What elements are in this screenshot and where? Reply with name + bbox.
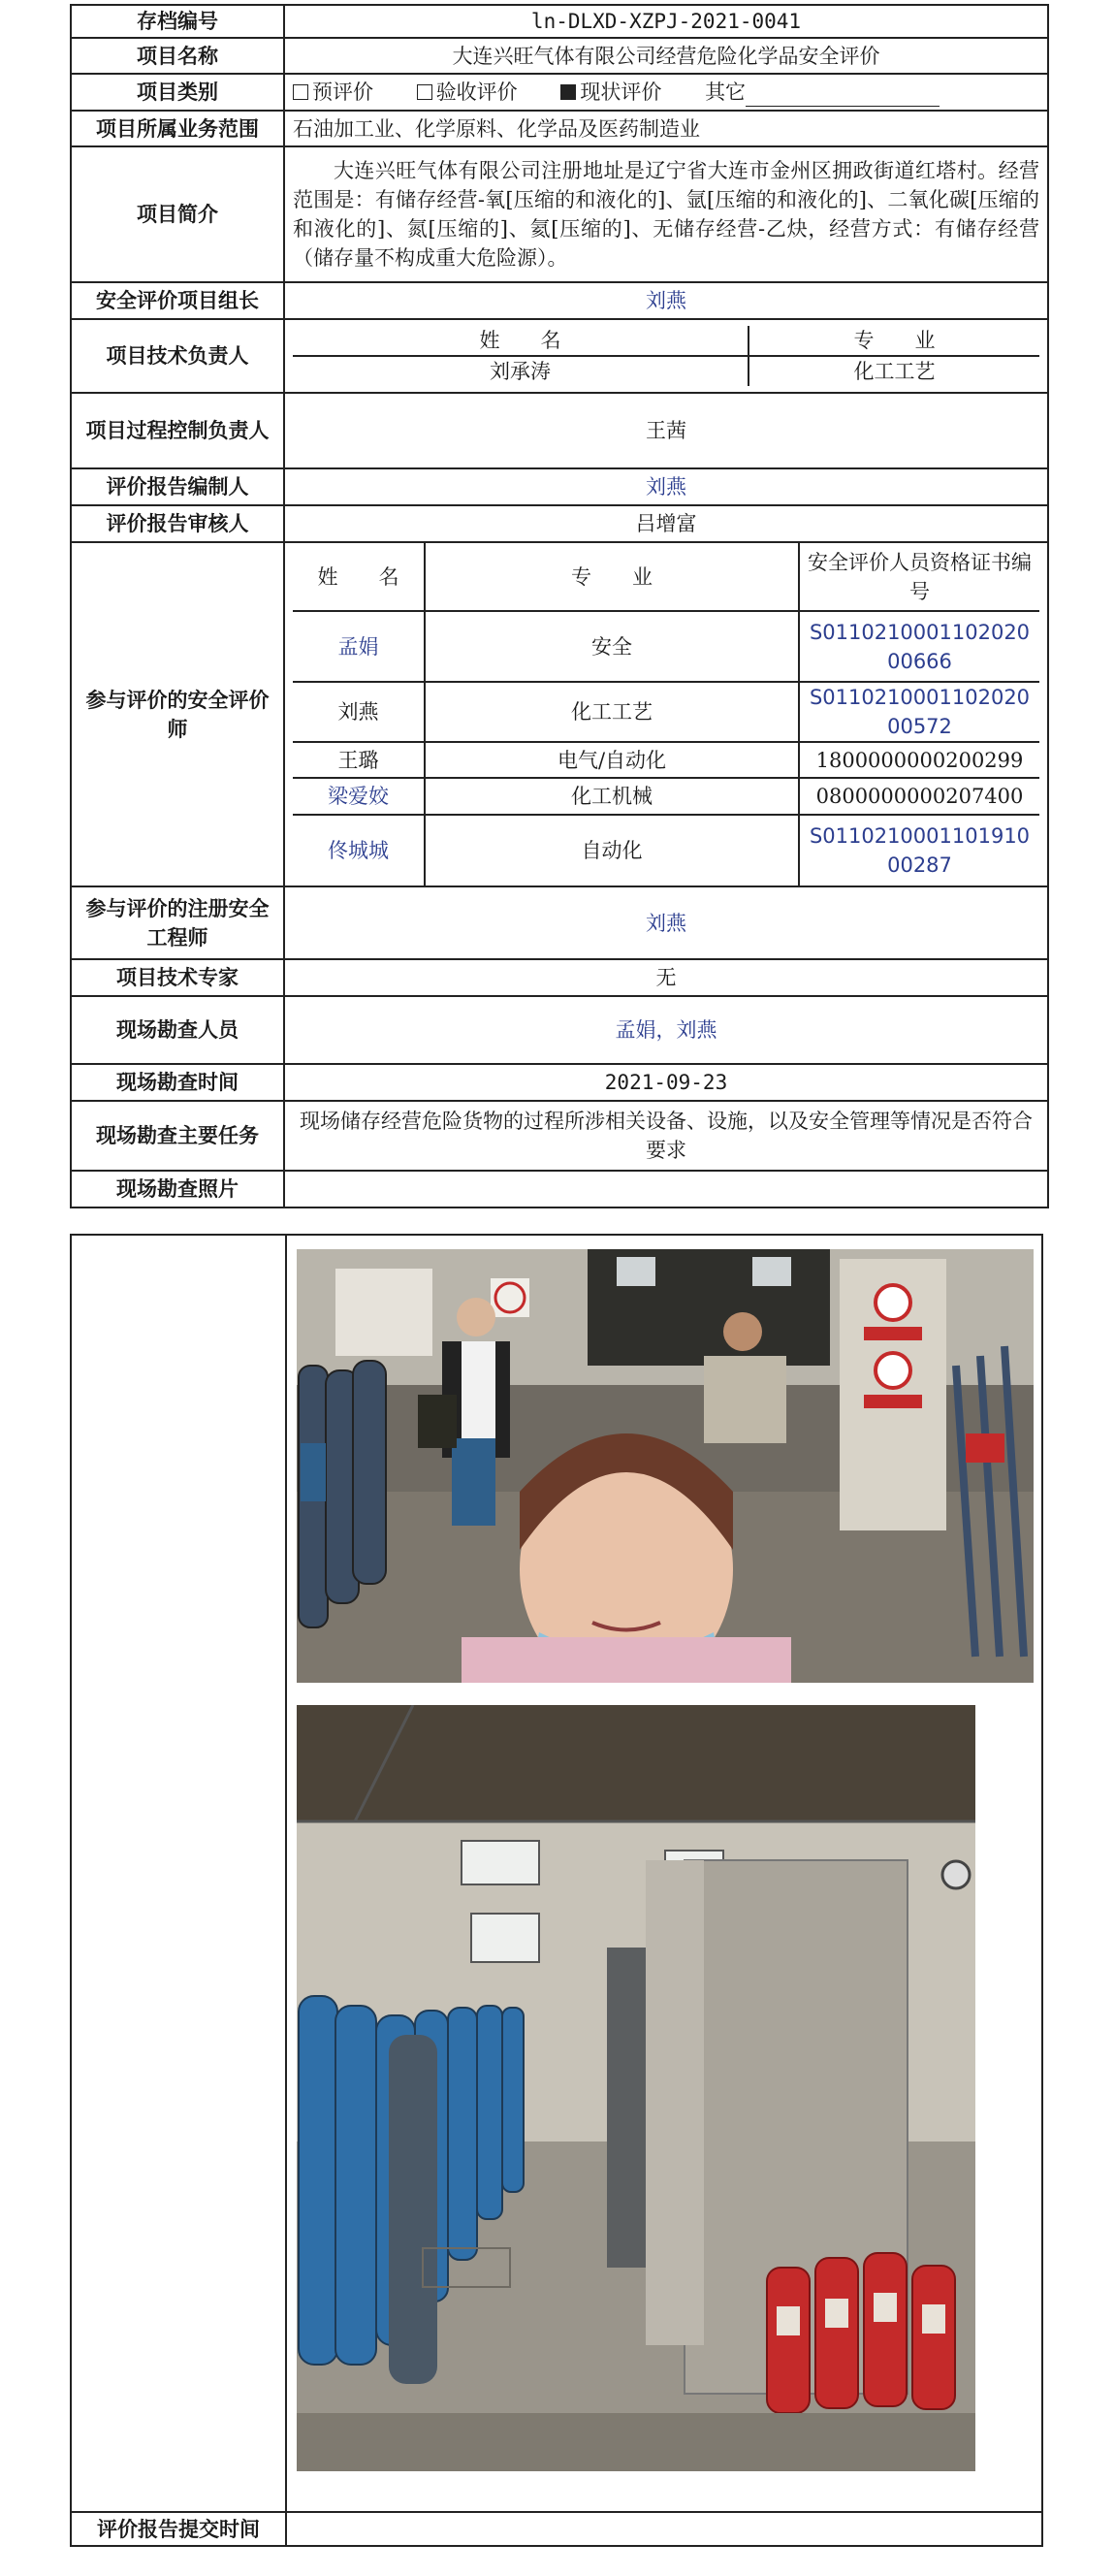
report-writer: 刘燕 (284, 468, 1048, 505)
assessor-cert: S011021000110202000666 (799, 611, 1039, 682)
assessor-cert: 0800000000207400 (799, 778, 1039, 815)
intro-label: 项目简介 (71, 146, 284, 282)
site-task-label: 现场勘查主要任务 (71, 1101, 284, 1171)
evaluation-form (70, 4, 1047, 1208)
assessor-major: 电气/自动化 (425, 742, 799, 778)
site-staff-label: 现场勘查人员 (71, 996, 284, 1064)
assessors-cert-header: 安全评价人员资格证书编号 (799, 543, 1039, 611)
site-photo-label: 现场勘查照片 (71, 1171, 284, 1208)
process-control: 王茜 (284, 393, 1048, 468)
tech-lead-major-header: 专 业 (749, 326, 1039, 356)
project-name: 大连兴旺气体有限公司经营危险化学品安全评价 (284, 38, 1048, 74)
category-options (284, 74, 1048, 111)
assessor-major: 自动化 (425, 815, 799, 886)
assessor-name: 梁爱姣 (293, 778, 425, 815)
category-option-pre[interactable]: 预评价 (293, 78, 373, 107)
submit-time-label: 评价报告提交时间 (97, 2518, 260, 2541)
team-leader: 刘燕 (284, 282, 1048, 319)
assessor-name: 孟娟 (293, 611, 425, 682)
category-option-current[interactable]: 现状评价 (560, 78, 661, 107)
assessor-name: 刘燕 (293, 682, 425, 742)
site-photo-selfie (297, 1249, 1034, 1683)
category-label: 项目类别 (71, 74, 284, 111)
business-scope-label: 项目所属业务范围 (71, 111, 284, 146)
checkbox-icon (417, 84, 432, 100)
tech-lead-name-header: 姓 名 (293, 326, 749, 356)
checkbox-icon (560, 84, 576, 100)
intro-text: 大连兴旺气体有限公司注册地址是辽宁省大连市金州区拥政街道红塔村。经营范围是：有储存经营-氧[压缩的和液化的]、氩[压缩的和液化的]、二氧化碳[压缩的和液化的]、氮[压缩的]、氦[压缩的]、无储存经营-乙炔，经营方式：有储存经营（储存量不构成重大危险源）。 (284, 146, 1048, 282)
assessors-table (293, 543, 1039, 886)
archive-no-label: 存档编号 (71, 5, 284, 38)
site-task: 现场储存经营危险货物的过程所涉相关设备、设施，以及安全管理等情况是否符合要求 (284, 1101, 1048, 1171)
tech-lead-table (293, 326, 1039, 386)
assessor-cert: 1800000000200299 (799, 742, 1039, 778)
site-time: 2021-09-23 (284, 1064, 1048, 1101)
report-reviewer: 吕增富 (284, 505, 1048, 542)
process-control-label: 项目过程控制负责人 (71, 393, 284, 468)
reg-engineer: 刘燕 (284, 886, 1048, 959)
report-reviewer-label: 评价报告审核人 (71, 505, 284, 542)
assessors-name-header: 姓 名 (293, 543, 425, 611)
archive-no: ln-DLXD-XZPJ-2021-0041 (284, 5, 1048, 38)
assessor-name: 佟城城 (293, 815, 425, 886)
assessors-label: 参与评价的安全评价师 (71, 542, 284, 886)
info-table (70, 4, 1049, 1208)
site-time-label: 现场勘查时间 (71, 1064, 284, 1101)
tech-lead-major: 化工工艺 (749, 356, 1039, 386)
assessor-name: 王璐 (293, 742, 425, 778)
business-scope: 石油加工业、化学原料、化学品及医药制造业 (284, 111, 1048, 146)
other-blank-line (746, 84, 940, 107)
assessors-major-header: 专 业 (425, 543, 799, 611)
category-other: 其它 (705, 80, 940, 104)
site-staff: 孟娟，刘燕 (284, 996, 1048, 1064)
photo-section (70, 1234, 1043, 2547)
report-writer-label: 评价报告编制人 (71, 468, 284, 505)
tech-lead-name: 刘承涛 (293, 356, 749, 386)
assessor-major: 化工工艺 (425, 682, 799, 742)
tech-expert: 无 (284, 959, 1048, 996)
site-photo-warehouse (297, 1705, 975, 2471)
team-leader-label: 安全评价项目组长 (71, 282, 284, 319)
assessor-major: 安全 (425, 611, 799, 682)
project-name-label: 项目名称 (71, 38, 284, 74)
column-divider (285, 1236, 287, 2545)
assessor-cert: S011021000110191000287 (799, 815, 1039, 886)
checkbox-icon (293, 84, 308, 100)
tech-expert-label: 项目技术专家 (71, 959, 284, 996)
category-option-acceptance[interactable]: 验收评价 (417, 78, 518, 107)
assessor-major: 化工机械 (425, 778, 799, 815)
assessor-cert: S011021000110202000572 (799, 682, 1039, 742)
tech-lead-label: 项目技术负责人 (71, 319, 284, 393)
site-photo-empty-cell (284, 1171, 1048, 1208)
reg-engineer-label: 参与评价的注册安全工程师 (71, 886, 284, 959)
